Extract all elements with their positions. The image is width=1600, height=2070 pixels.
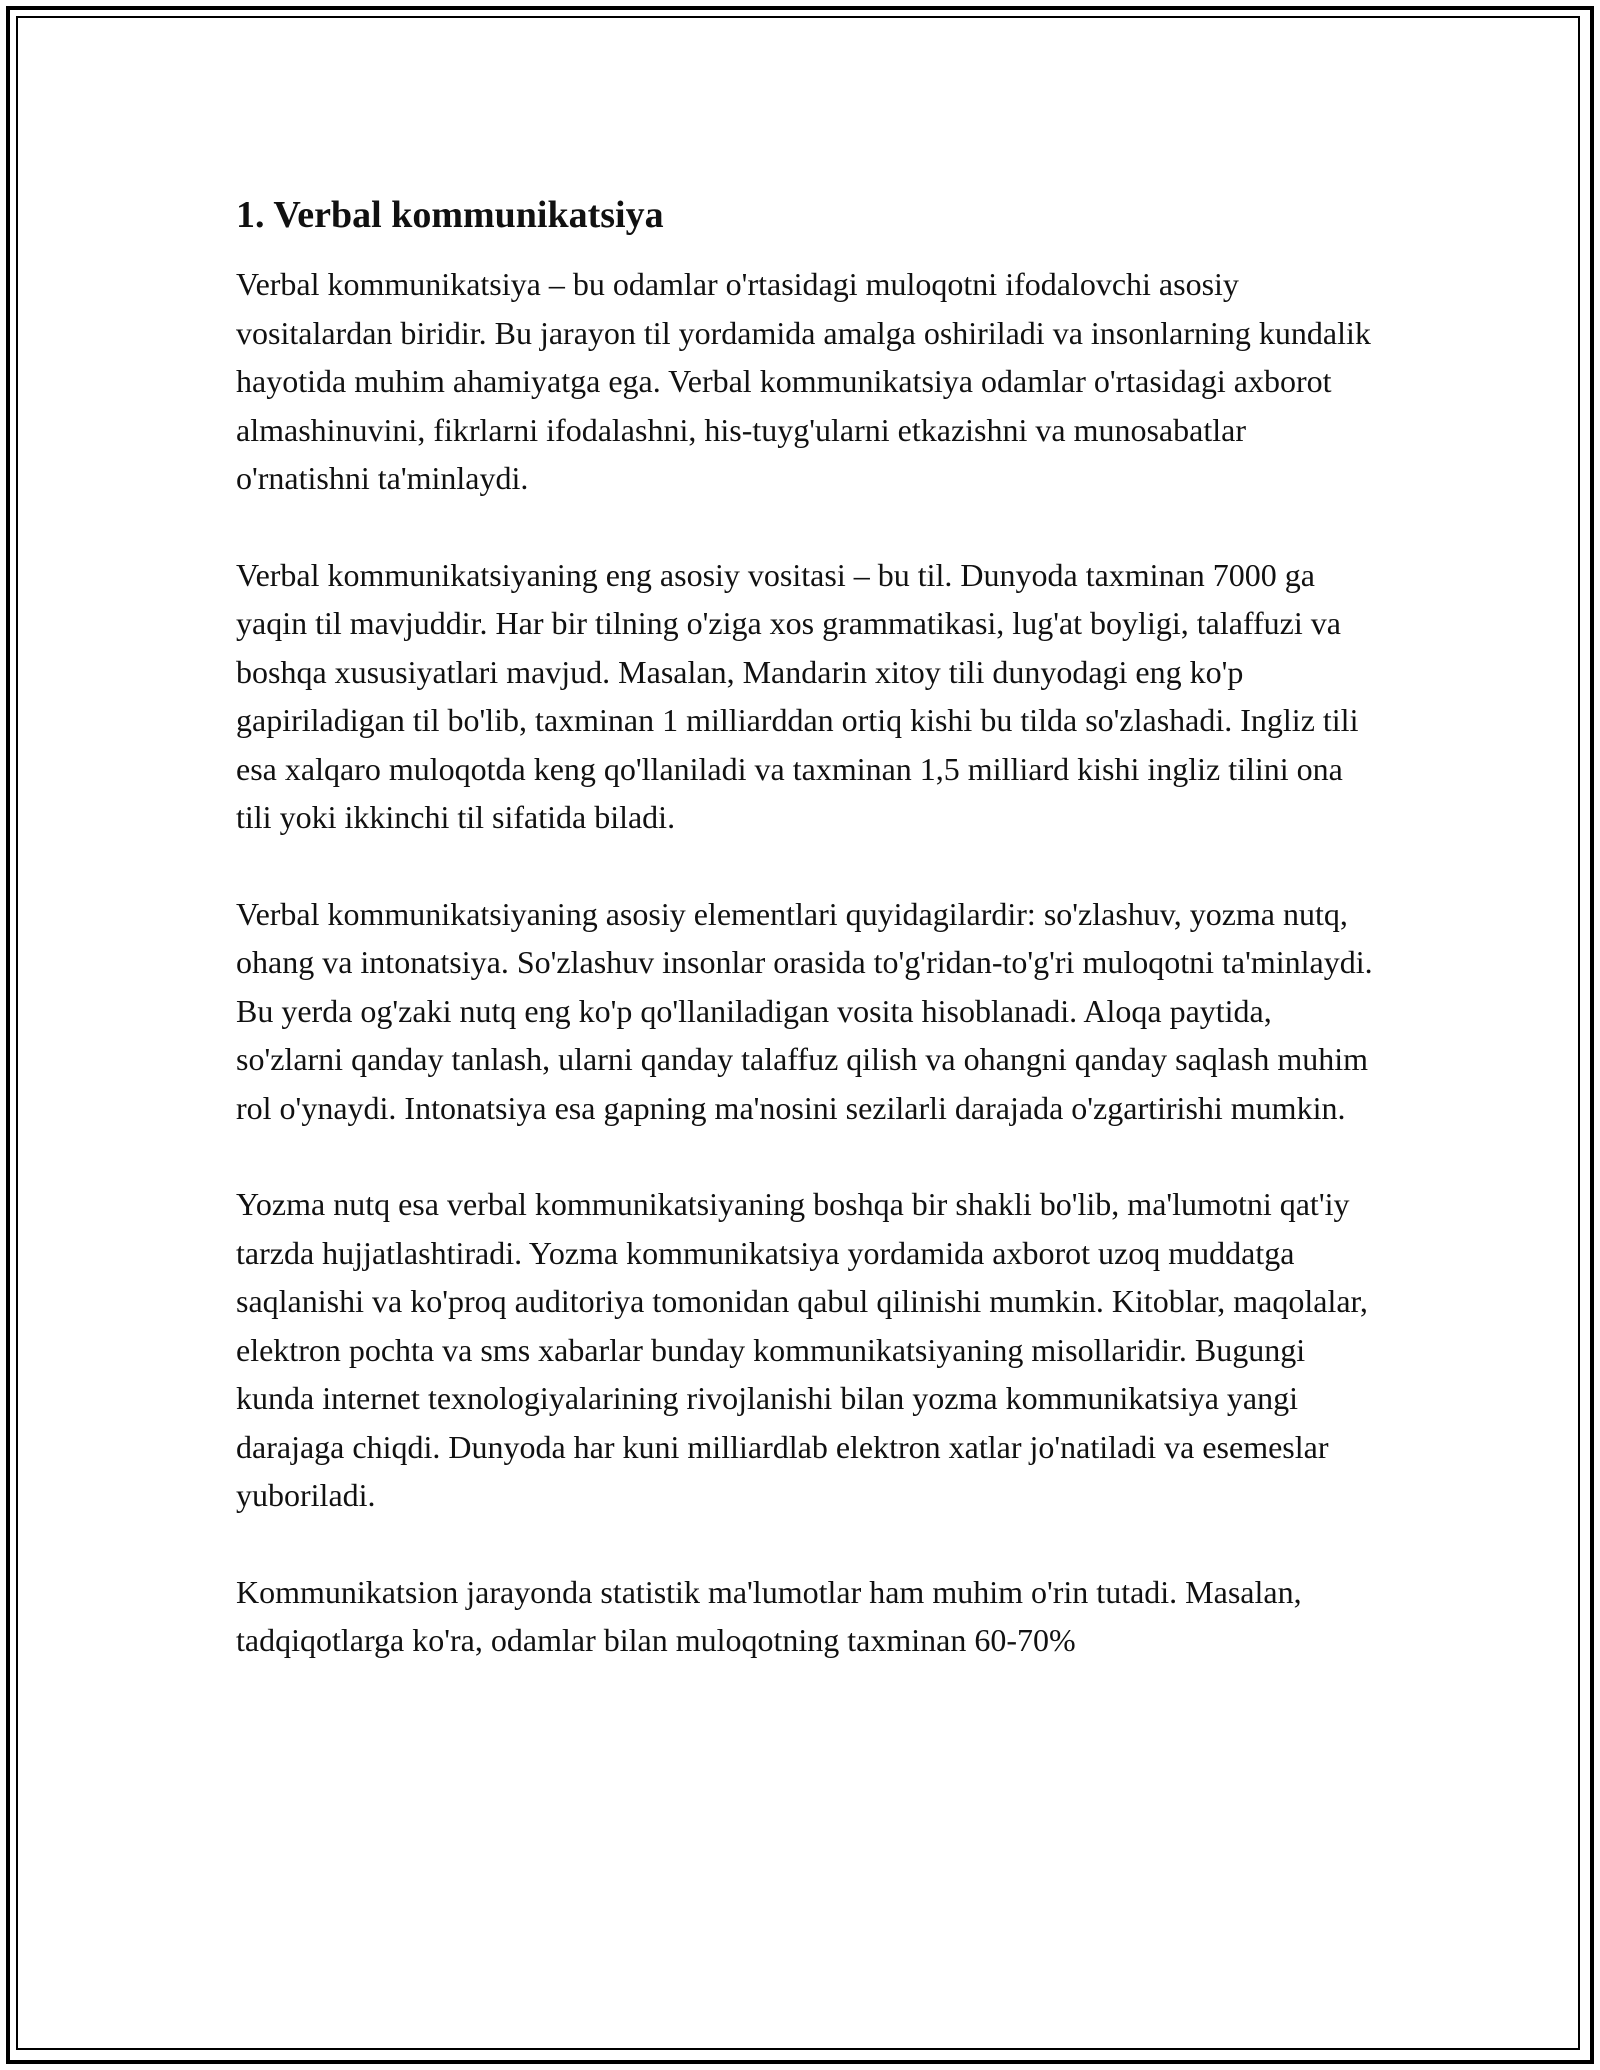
section-heading: 1. Verbal kommunikatsiya (236, 194, 664, 236)
paragraph-1: Verbal kommunikatsiya – bu odamlar o'rtasidagi muloqotni ifodalovchi asosiy vositalardan biridir. Bu jarayon til yordamida amalga oshiriladi va insonlarning kundalik hayotida muhim ahamiyatga ega. Verbal kommunikatsiya odamlar o'rtasidagi axborot almashinuvini, fikrlarni ifodalashni, his-tuyg'ularni etkazishni va munosabatlar o'rnatishni ta'minlaydi. (236, 266, 1371, 496)
document-body (236, 190, 1386, 1713)
paragraph-3: Verbal kommunikatsiyaning asosiy elementlari quyidagilardir: so'zlashuv, yozma nutq, ohang va intonatsiya. So'zlashuv insonlar orasida to'g'ridan-to'g'ri muloqotni ta'minlaydi. Bu yerda og'zaki nutq eng ko'p qo'llaniladigan vosita hisoblanadi. Aloqa paytida, so'zlarni qanday tanlash, ularni qanday talaffuz qilish va ohangni qanday saqlash muhim rol o'ynaydi. Intonatsiya esa gapning ma'nosini sezilarli darajada o'zgartirishi mumkin. (236, 895, 1373, 1126)
paragraph-5: Kommunikatsion jarayonda statistik ma'lumotlar ham muhim o'rin tutadi. Masalan, tadqiqotlarga ko'ra, odamlar bilan muloqotning taxminan 60-70% (236, 1573, 1302, 1658)
paragraph-2: Verbal kommunikatsiyaning eng asosiy vositasi – bu til. Dunyoda taxminan 7000 ga yaqin til mavjuddir. Har bir tilning o'ziga xos grammatikasi, lug'at boyligi, talaffuzi va boshqa xususiyatlari mavjud. Masalan, Mandarin xitoy tili dunyodagi eng ko'p gapiriladigan til bo'lib, taxminan 1 milliarddan ortiq kishi bu tilda so'zlashadi. Ingliz tili esa xalqaro muloqotda keng qo'llaniladi va taxminan 1,5 milliard kishi ingliz tilini ona tili yoki ikkinchi til sifatida biladi. (236, 556, 1359, 835)
paragraph-4: Yozma nutq esa verbal kommunikatsiyaning boshqa bir shakli bo'lib, ma'lumotni qat'iy tarzda hujjatlashtiradi. Yozma kommunikatsiya yordamida axborot uzoq muddatga saqlanishi va ko'proq auditoriya tomonidan qabul qilinishi mumkin. Kitoblar, maqolalar, elektron pochta va sms xabarlar bunday kommunikatsiyaning misollaridir. Bugungi kunda internet texnologiyalarining rivojlanishi bilan yozma kommunikatsiya yangi darajaga chiqdi. Dunyoda har kuni milliardlab elektron xatlar jo'natiladi va esemeslar yuboriladi. (236, 1186, 1368, 1513)
